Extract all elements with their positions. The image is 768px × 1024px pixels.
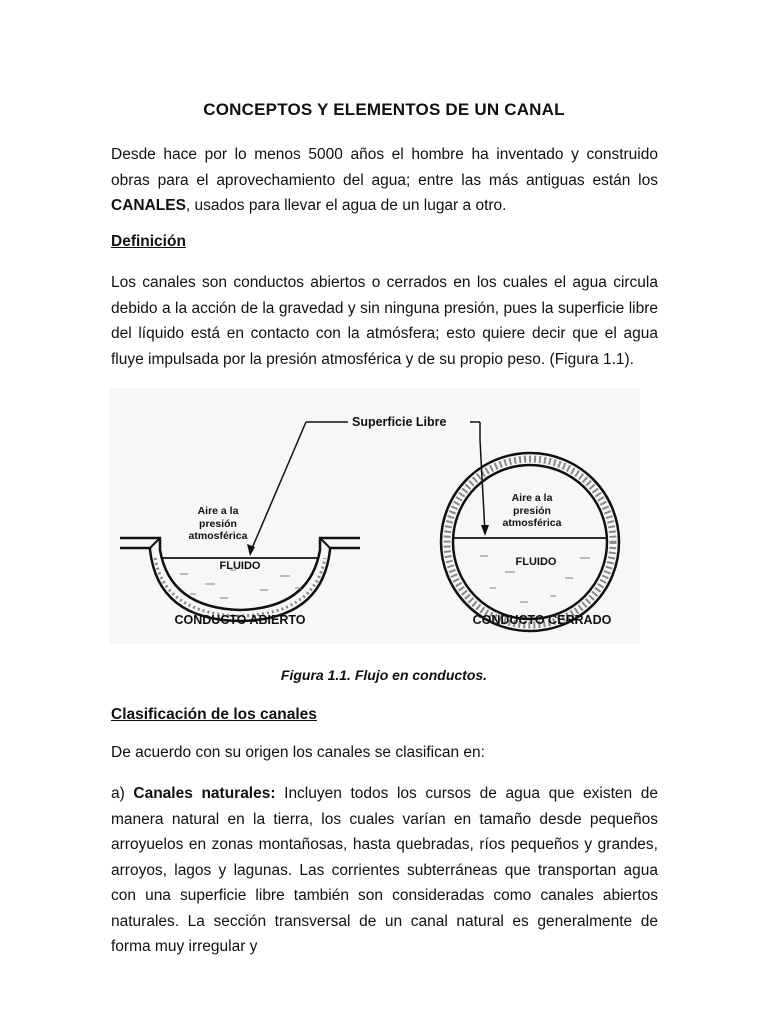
closed-fluid-label: FLUIDO	[515, 556, 557, 568]
free-surface-label: Superficie Libre	[352, 415, 447, 429]
closed-air-label-2: presión	[513, 505, 551, 517]
item-text: Incluyen todos los cursos de agua que existen de manera natural en la tierra, los cuales varían en tamaño desde pequeños arroyuelos en zonas montañosas, hasta quebradas, ríos pequeños y grandes, arroyos, lagos y lagunas. Las corrientes subterráneas que transportan agua con una superficie libre también son consideradas como canales abiertos naturales. La sección transversal de un canal natural es generalmente de forma muy irregular y	[111, 785, 658, 955]
figure-caption: Figura 1.1. Flujo en conductos.	[280, 667, 488, 683]
closed-conduit-label: CONDUCTO CERRADO	[472, 613, 612, 627]
closed-air-label-1: Aire a la	[511, 492, 553, 504]
natural-channels-paragraph	[111, 781, 658, 960]
intro-text-end: , usados para llevar el agua de un lugar a otro.	[185, 197, 507, 214]
open-air-label-2: presión	[199, 518, 237, 530]
classification-intro: De acuerdo con su origen los canales se clasifican en:	[111, 744, 485, 761]
open-conduit-label: CONDUCTO ABIERTO	[174, 613, 306, 627]
figure-conduits	[110, 388, 640, 644]
item-prefix: a)	[111, 785, 134, 802]
intro-bold-term: CANALES	[111, 197, 186, 214]
open-air-label-3: atmosférica	[188, 530, 248, 542]
closed-air-label-3: atmosférica	[502, 517, 562, 529]
open-air-label-1: Aire a la	[197, 505, 239, 517]
open-fluid-label: FLUIDO	[219, 560, 261, 572]
definition-heading: Definición	[111, 233, 186, 250]
intro-paragraph	[111, 142, 658, 219]
page-title: CONCEPTOS Y ELEMENTOS DE UN CANAL	[203, 100, 565, 119]
definition-paragraph: Los canales son conductos abiertos o cerrados en los cuales el agua circula debido a la acción de la gravedad y sin ninguna presión, pues la superficie libre del líquido está en contacto con la atmósfera; esto quiere decir que el agua fluye impulsada por la presión atmosférica y de su propio peso. (Figura 1.1).	[111, 274, 658, 368]
figure-diagram	[110, 388, 640, 644]
intro-text-start: Desde hace por lo menos 5000 años el hombre ha inventado y construido obras para el aprovechamiento del agua; entre las más antiguas están los	[111, 146, 658, 189]
classification-heading: Clasificación de los canales	[111, 706, 317, 723]
item-term: Canales naturales:	[133, 785, 276, 802]
